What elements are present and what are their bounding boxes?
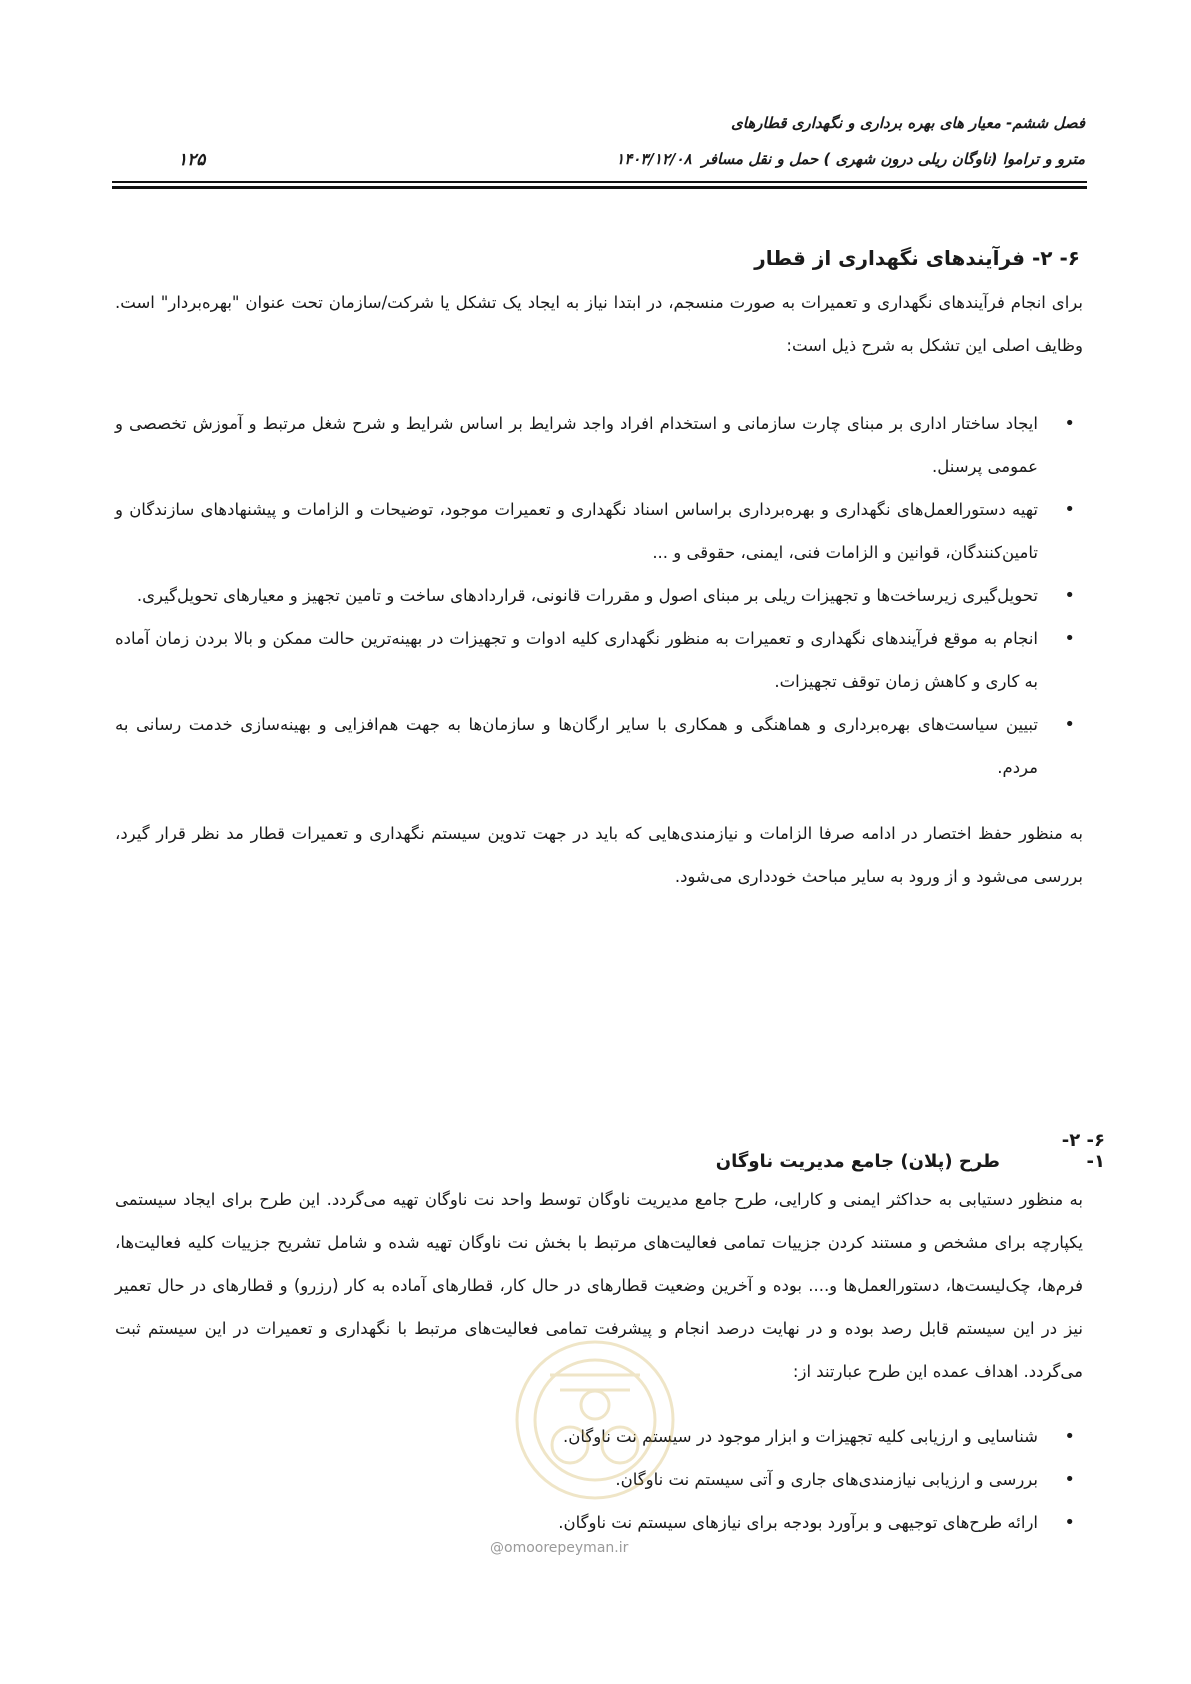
list-item: • ارائه طرح‌های توجیهی و برآورد بودجه برای نیازهای سیستم نت ناوگان. [400, 1501, 1083, 1544]
list-item: • تحویل‌گیری زیرساخت‌ها و تجهیزات ریلی بر مبنای اصول و مقررات قانونی، قراردادهای ساخت و تامین تجهیز و معیارهای تحویل‌گیری. [115, 574, 1083, 617]
document-date: ۱۴۰۳/۱۲/۰۸ [616, 150, 692, 168]
section-heading: ۶- ۲- فرآیندهای نگهداری از قطار [754, 246, 1080, 270]
section-intro-paragraph: برای انجام فرآیندهای نگهداری و تعمیرات به صورت منسجم، در ابتدا نیاز به ایجاد یک تشکل یا شرکت/سازمان تحت عنوان "بهره‌بردار" است. وظایف اصلی این تشکل به شرح ذیل است: [115, 293, 1083, 355]
document-subtitle [115, 150, 1085, 168]
list-item: • تهیه دستورالعمل‌های نگهداری و بهره‌برداری براساس اسناد نگهداری و تعمیرات موجود، توضیحات و الزامات و پیشنهادهای سازندگان و تامین‌کنندگان، قوانین و الزامات فنی، ایمنی، حقوقی و ... [115, 488, 1083, 574]
header-rule-thin [112, 181, 1087, 183]
subsection-heading [115, 1130, 1105, 1172]
duties-list [115, 402, 1083, 789]
subsection-number: ۶- ۲- ۱- [1061, 1130, 1105, 1172]
page-number: ۱۲۵ [178, 150, 206, 170]
subtitle-text: مترو و تراموا (ناوگان ریلی درون شهری ) حمل و نقل مسافر [701, 150, 1085, 168]
watermark-text: @omoorepeyman.ir [490, 1540, 629, 1556]
subsection-paragraph: به منظور دستیابی به حداکثر ایمنی و کارایی، طرح جامع مدیریت ناوگان توسط واحد نت ناوگان تهیه می‌گردد. این طرح برای ایجاد سیستمی یکپارچه برای مشخص و مستند کردن جزییات تمامی فعالیت‌های مرتبط با بخش نت ناوگان تهیه شده و شامل تشریح جزییات کلیه فعالیت‌ها، فرم‌ها، چک‌لیست‌ها، دستورالعمل‌ها و.... بوده و آخرین وضعیت قطارهای در حال کار، قطارهای آماده به کار (رزرو) و قطارهای در حال تعمیر نیز در این سیستم قابل رصد بوده و در نهایت درصد انجام و پیشرفت تمامی فعالیت‌های مرتبط با نگهداری و تعمیرات در این سیستم ثبت می‌گردد. اهداف عمده این طرح عبارتند از: [115, 1190, 1083, 1381]
list-item: • شناسایی و ارزیابی کلیه تجهیزات و ابزار موجود در سیستم نت ناوگان. [400, 1415, 1083, 1458]
list-item: • تبیین سیاست‌های بهره‌برداری و هماهنگی و همکاری با سایر ارگان‌ها و سازمان‌ها به جهت هم‌افزایی و بهینه‌سازی خدمت رسانی به مردم. [115, 703, 1083, 789]
section-closing-paragraph: به منظور حفظ اختصار در ادامه صرفا الزامات و نیازمندی‌هایی که باید در جهت تدوین سیستم نگهداری و تعمیرات قطار مد نظر قرار گیرد، بررسی می‌شود و از ورود به سایر مباحث خودداری می‌شود. [115, 824, 1083, 886]
list-item: • انجام به موقع فرآیندهای نگهداری و تعمیرات به منظور نگهداری کلیه ادوات و تجهیزات در بهینه‌ترین حالت ممکن و بالا بردن زمان آماده به کاری و کاهش زمان توقف تجهیزات. [115, 617, 1083, 703]
chapter-title: فصل ششم- معیار های بهره برداری و نگهداری قطارهای [731, 114, 1085, 132]
header-rule-thick [112, 186, 1087, 189]
watermark-logo-icon [510, 1335, 680, 1505]
subsection-title: طرح (پلان) جامع مدیریت ناوگان [715, 1151, 1000, 1172]
goals-list [400, 1415, 1083, 1544]
list-item: • بررسی و ارزیابی نیازمندی‌های جاری و آتی سیستم نت ناوگان. [400, 1458, 1083, 1501]
list-item: • ایجاد ساختار اداری بر مبنای چارت سازمانی و استخدام افراد واجد شرایط بر اساس شرایط و شرح شغل مرتبط و آموزش تخصصی و عمومی پرسنل. [115, 402, 1083, 488]
